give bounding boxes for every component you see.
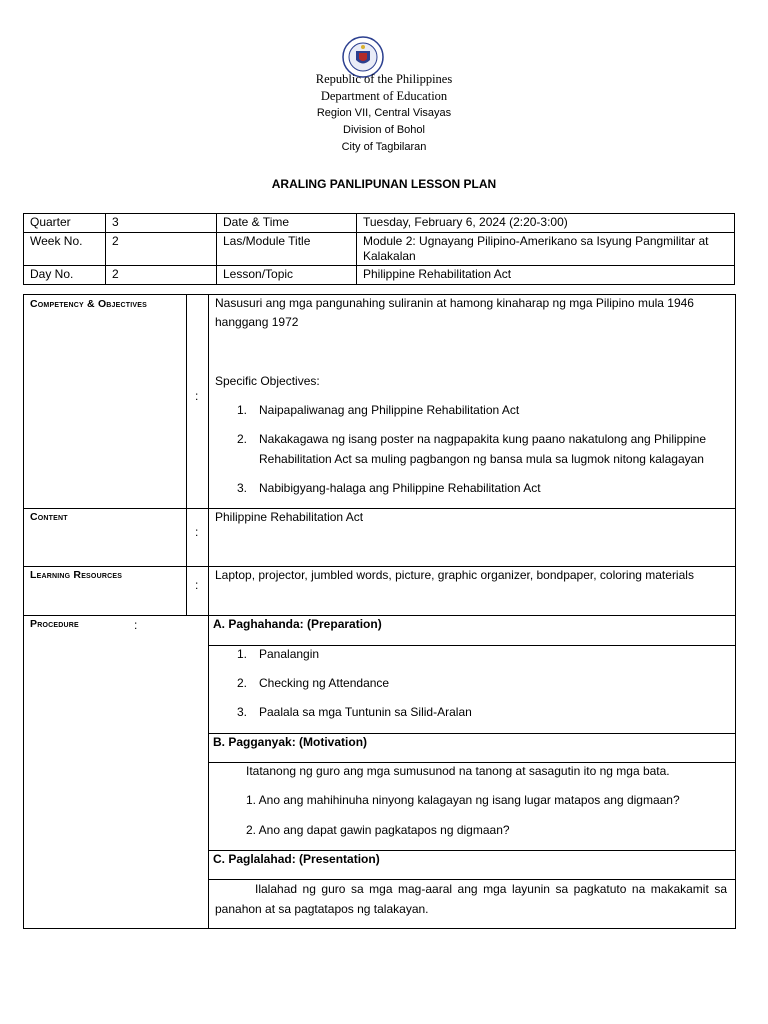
objective-item [237, 429, 732, 469]
competency-main: Nasusuri ang mga pangunahing suliranin at hamong kinaharap ng mga Pilipino mula 1946 hanggang 1972 [215, 296, 694, 329]
info-table [23, 213, 735, 285]
section-b-title: B. Pagganyak: (Motivation) [213, 735, 368, 749]
info-row-week [24, 233, 735, 266]
motivation-intro: Itatanong ng guro ang mga sumusunod na tanong at sasagutin ito ng mga bata. [246, 764, 670, 778]
objective-text: Nakakagawa ng isang poster na nagpapakita kung paano nakatulong ang Philippine Rehabilitation Act sa muling pagbangon ng bansa mula sa lugmok nitong kalagayan [259, 432, 707, 466]
objective-number: 3. [237, 481, 248, 495]
objective-number: 2. [237, 432, 248, 446]
header-department: Department of Education [320, 89, 448, 103]
header-city: City of Tagbilaran [341, 141, 427, 153]
objective-text: Naipapaliwanag ang Philippine Rehabilitation Act [259, 403, 520, 417]
procedure-colon: : [134, 618, 138, 632]
preparation-text: Paalala sa mga Tuntunin sa Silid-Aralan [259, 705, 472, 719]
specific-objectives-label: Specific Objectives: [215, 374, 320, 388]
header-division: Division of Bohol [343, 124, 425, 136]
topic-label: Lesson/Topic [217, 266, 357, 285]
section-a-title: A. Paghahanda: (Preparation) [213, 617, 382, 631]
quarter-label: Quarter [24, 214, 106, 233]
info-row-quarter [24, 214, 735, 233]
module-label: Las/Module Title [217, 233, 357, 266]
week-value: 2 [106, 233, 217, 266]
col-divider-2 [208, 294, 209, 928]
datetime-label: Date & Time [217, 214, 357, 233]
module-value: Module 2: Ugnayang Pilipino-Amerikano sa Isyung Pangmilitar at Kalakalan [357, 233, 735, 266]
day-label: Day No. [24, 266, 106, 285]
section-c-title: C. Paglalahad: (Presentation) [213, 852, 380, 866]
motivation-question: 1. Ano ang mahihinuha ninyong kalagayan ng isang lugar matapos ang digmaan? [246, 793, 680, 807]
content-label: Content [30, 511, 68, 523]
content-colon: : [195, 525, 199, 539]
header-republic: Republic of the Philippines [315, 72, 453, 86]
resources-label: Learning Resources [30, 569, 123, 581]
presentation-text: Ilalahad ng guro sa mga mag-aaral ang mga layunin sa pagkatuto na makakamit sa panahon at sa pagtatapos ng talakayan. [215, 882, 727, 916]
topic-value: Philippine Rehabilitation Act [357, 266, 735, 285]
datetime-value: Tuesday, February 6, 2024 (2:20-3:00) [357, 214, 735, 233]
preparation-number: 3. [237, 705, 248, 719]
week-label: Week No. [24, 233, 106, 266]
quarter-value: 3 [106, 214, 217, 233]
competency-colon: : [195, 389, 199, 403]
procedure-label: Procedure [30, 618, 79, 630]
info-row-day [24, 266, 735, 285]
objective-text: Nabibigyang-halaga ang Philippine Rehabilitation Act [259, 481, 541, 495]
day-value: 2 [106, 266, 217, 285]
preparation-text: Panalangin [259, 647, 320, 661]
objective-number: 1. [237, 403, 248, 417]
motivation-question: 2. Ano ang dapat gawin pagkatapos ng digmaan? [246, 823, 510, 837]
preparation-text: Checking ng Attendance [259, 676, 390, 690]
resources-colon: : [195, 578, 199, 592]
col-divider-1 [186, 294, 187, 616]
document-title: ARALING PANLIPUNAN LESSON PLAN [271, 177, 497, 191]
preparation-number: 1. [237, 647, 248, 661]
competency-label: Competency & Objectives [30, 298, 148, 310]
header-region: Region VII, Central Visayas [316, 107, 452, 119]
content-value: Philippine Rehabilitation Act [215, 510, 364, 524]
row-divider-1 [23, 508, 735, 509]
resources-value: Laptop, projector, jumbled words, picture, graphic organizer, bondpaper, coloring materials [215, 568, 694, 582]
preparation-number: 2. [237, 676, 248, 690]
